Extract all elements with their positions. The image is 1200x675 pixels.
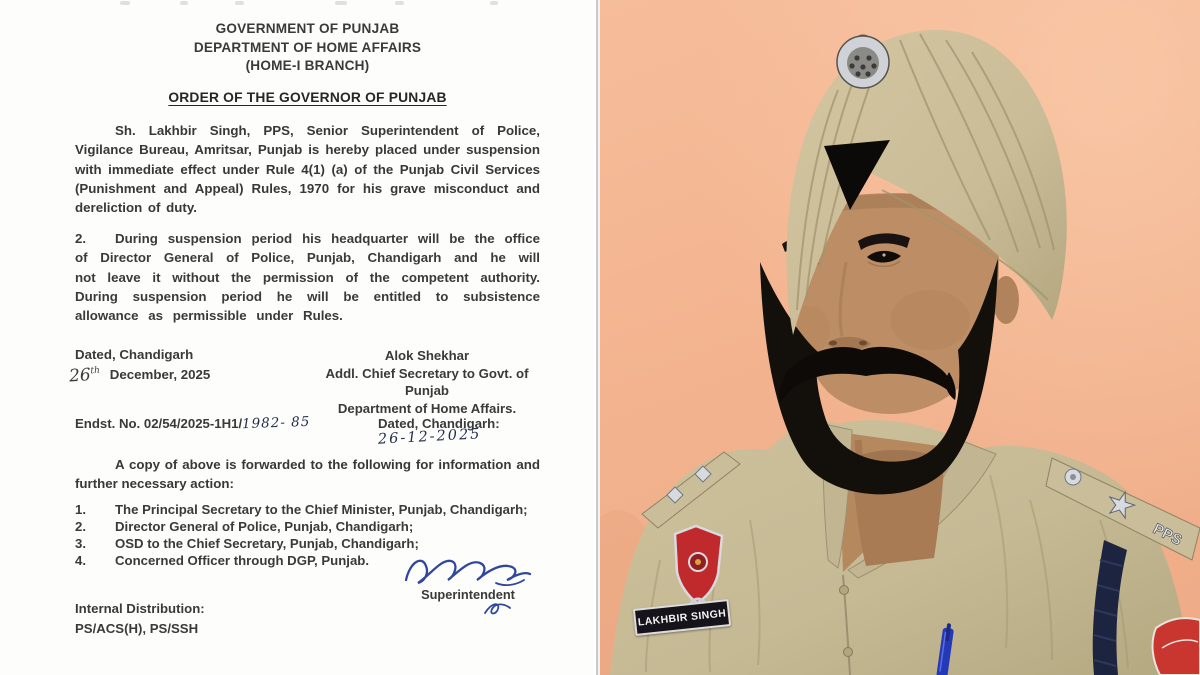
endst-dated-label: Dated, Chandigarh:: [378, 416, 500, 431]
internal-distribution: [75, 599, 205, 639]
signatory-name: Alok Shekhar: [384, 348, 470, 363]
signature-flourish: [481, 600, 515, 618]
sleeve-badge: [1153, 618, 1200, 675]
cc-item-1: 1. The Principal Secretary to the Chief Minister, Punjab, Chandigarh;: [75, 502, 528, 517]
handwritten-signature: [398, 552, 538, 588]
dated-month-year: December, 2025: [109, 367, 211, 382]
rank-emblem: [1065, 469, 1081, 485]
shirt-button: [840, 586, 849, 595]
header-department: DEPARTMENT OF HOME AFFAIRS: [193, 39, 422, 55]
forwarding-paragraph: A copy of above is forwarded to the following for information and further necessary action:: [75, 457, 540, 492]
dated-date-line: [68, 364, 211, 387]
pps-letters: PPS: [1150, 520, 1185, 550]
order-paragraph-2: [75, 229, 540, 325]
signature-title: Superintendent: [421, 587, 515, 602]
endorsement-line: [75, 413, 540, 448]
officer-portrait-illustration: [600, 0, 1200, 675]
order-title: ORDER OF THE GOVERNOR OF PUNJAB: [168, 90, 447, 105]
rank-star: ★: [1100, 482, 1142, 528]
turban-badge: [837, 35, 889, 88]
signature-block: [393, 552, 543, 623]
signatory-block: [307, 347, 547, 417]
cc-item-3: 3. OSD to the Chief Secretary, Punjab, Chandigarh;: [75, 536, 419, 551]
endst-dated: [378, 416, 540, 447]
endst-number-handwritten: 1982- 85: [241, 413, 311, 433]
officer-photo: [600, 0, 1200, 675]
header-government: GOVERNMENT OF PUNJAB: [215, 21, 400, 36]
order-paragraph-1: Sh. Lakhbir Singh, PPS, Senior Superintendent of Police, Vigilance Bureau, Amritsar, Punjab is hereby placed under suspension with immediate effect under Rule 4(1) (a) of the Punjab Civil Services (Punishment and Appeal) Rules, 1970 for his grave misconduct and dereliction of duty.: [75, 123, 540, 216]
shirt-button: [844, 648, 853, 657]
internal-distribution-value: PS/ACS(H), PS/SSH: [75, 621, 199, 636]
header-branch: (HOME-I BRANCH): [245, 58, 370, 73]
signatory-title-1: Addl. Chief Secretary to Govt. of Punjab: [325, 365, 529, 398]
internal-distribution-label: Internal Distribution:: [75, 601, 205, 616]
signatory-title-2: Department of Home Affairs.: [337, 400, 517, 416]
dated-place: Dated, Chandigarh: [75, 347, 194, 362]
name-tag: LAKHBIR SINGH: [633, 599, 731, 636]
endst-dated-handwritten: 26-12-2025: [377, 426, 482, 448]
cc-item-2: 2. Director General of Police, Punjab, Chandigarh;: [75, 519, 414, 534]
paragraph-number: 2.: [75, 231, 87, 246]
endst-number-printed: Endst. No. 02/54/2025-1H1/: [75, 416, 243, 431]
cc-item-4: 4. Concerned Officer through DGP, Punjab.: [75, 553, 370, 568]
document-header: [75, 20, 540, 76]
suspension-order-document: [0, 0, 594, 675]
dated-block: [68, 347, 211, 387]
paragraph-text: During suspension period his headquarter will be the office of Director General of Police, Punjab, Chandigarh and he will not leave it without the permission of the competent authority. During suspension period he will be entitled to subsistence allowance as permissible under Rules.: [75, 231, 540, 324]
handwritten-day: 26th: [68, 365, 101, 387]
